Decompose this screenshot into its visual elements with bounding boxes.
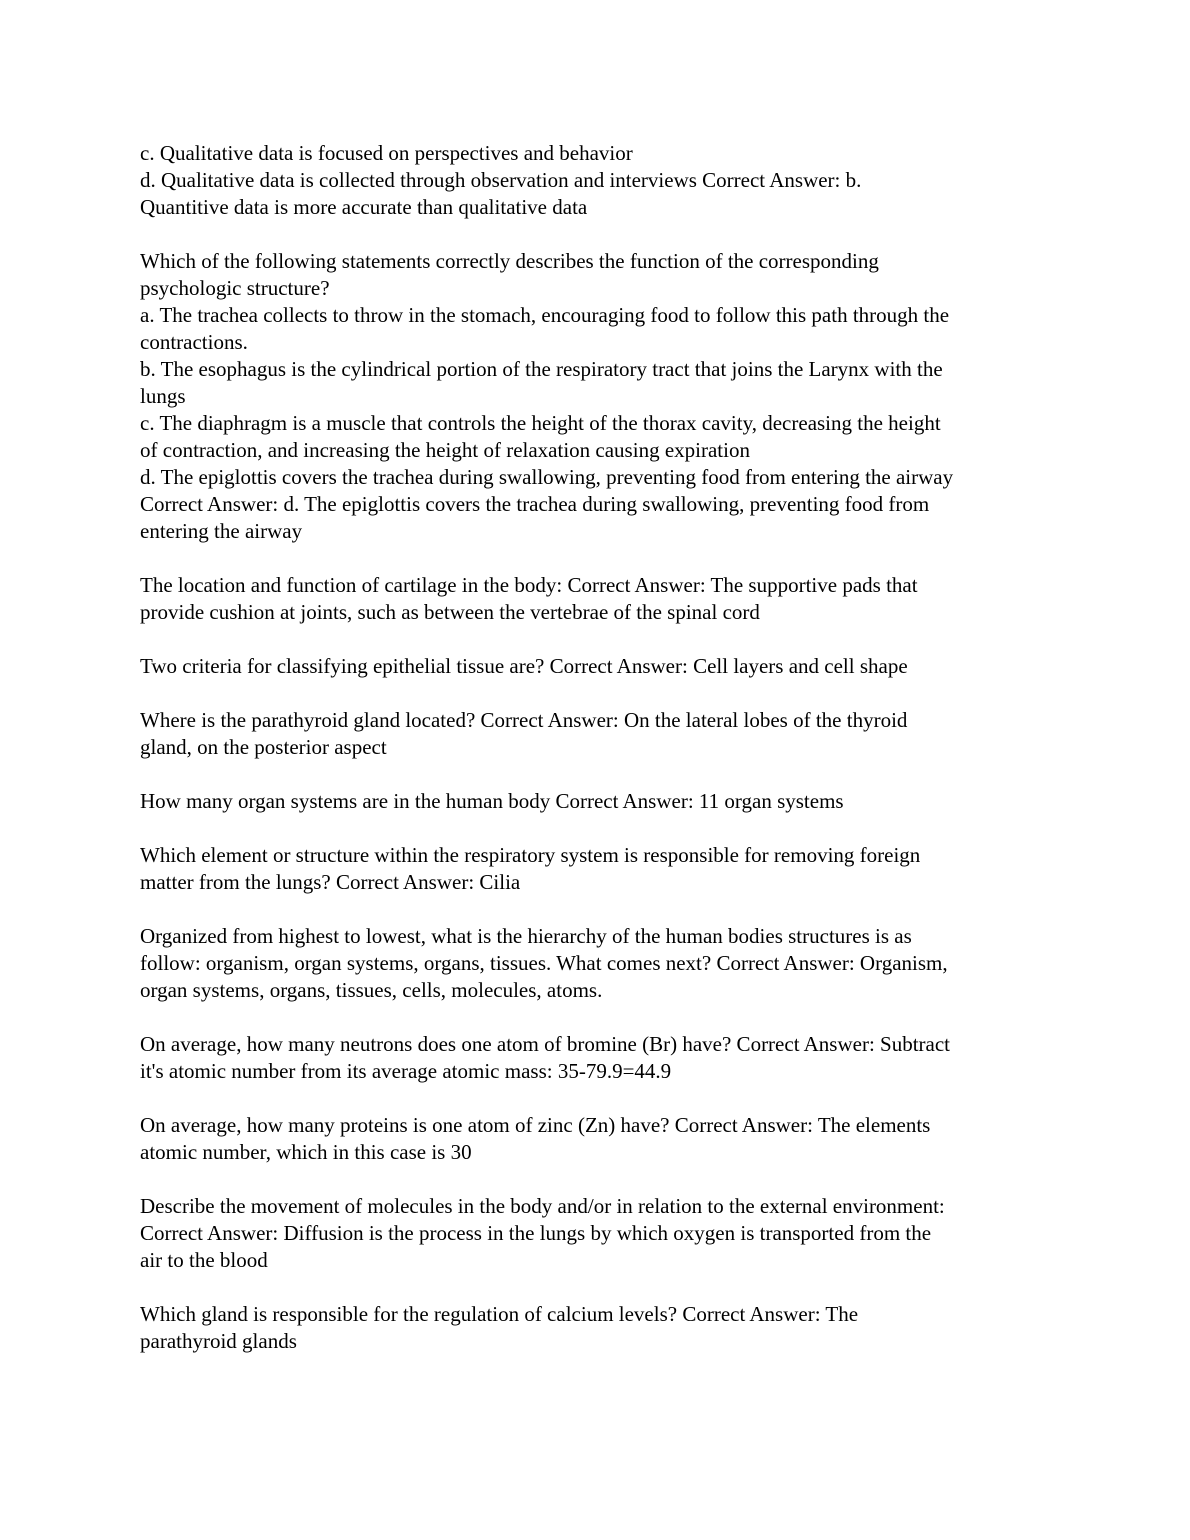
text-line: contractions. — [140, 330, 248, 354]
text-line: Quantitive data is more accurate than qualitative data — [140, 195, 588, 219]
qa-block-calcium — [140, 1301, 1060, 1355]
text-line: Where is the parathyroid gland located? Correct Answer: On the lateral lobes of the thyroid — [140, 708, 908, 732]
qa-block-bromine — [140, 1031, 1060, 1085]
text-line: The location and function of cartilage in the body: Correct Answer: The supportive pads that — [140, 573, 918, 597]
text-line: of contraction, and increasing the height of relaxation causing expiration — [140, 438, 750, 462]
text-line: follow: organism, organ systems, organs, tissues. What comes next? Correct Answer: Organism, — [140, 951, 948, 975]
text-line: Which of the following statements correctly describes the function of the corresponding — [140, 249, 879, 273]
qa-block-cartilage — [140, 572, 1060, 626]
text-line: c. Qualitative data is focused on perspectives and behavior — [140, 141, 633, 165]
text-line: d. The epiglottis covers the trachea during swallowing, preventing food from entering the airway — [140, 465, 954, 489]
text-line: Which gland is responsible for the regulation of calcium levels? Correct Answer: The — [140, 1302, 859, 1326]
qa-block-organ-systems — [140, 788, 1060, 815]
text-line: parathyroid glands — [140, 1329, 297, 1353]
text-line: air to the blood — [140, 1248, 268, 1272]
text-line: a. The trachea collects to throw in the stomach, encouraging food to follow this path through the — [140, 303, 950, 327]
text-line: How many organ systems are in the human body Correct Answer: 11 organ systems — [140, 789, 844, 813]
text-line: it's atomic number from its average atomic mass: 35-79.9=44.9 — [140, 1059, 672, 1083]
text-line: psychologic structure? — [140, 276, 330, 300]
document-body — [140, 140, 1060, 1382]
text-line: b. The esophagus is the cylindrical portion of the respiratory tract that joins the Larynx with the — [140, 357, 943, 381]
qa-block-mc-continuation — [140, 140, 1060, 221]
qa-block-zinc — [140, 1112, 1060, 1166]
text-line: On average, how many proteins is one atom of zinc (Zn) have? Correct Answer: The elements — [140, 1113, 931, 1137]
text-line: Correct Answer: d. The epiglottis covers the trachea during swallowing, preventing food from — [140, 492, 930, 516]
text-line: provide cushion at joints, such as between the vertebrae of the spinal cord — [140, 600, 760, 624]
qa-block-cilia — [140, 842, 1060, 896]
text-line: atomic number, which in this case is 30 — [140, 1140, 472, 1164]
qa-block-epithelial — [140, 653, 1060, 680]
text-line: gland, on the posterior aspect — [140, 735, 387, 759]
qa-block-psychologic-structure — [140, 248, 1060, 545]
text-line: On average, how many neutrons does one atom of bromine (Br) have? Correct Answer: Subtract — [140, 1032, 951, 1056]
text-line: c. The diaphragm is a muscle that controls the height of the thorax cavity, decreasing the height — [140, 411, 941, 435]
text-line: entering the airway — [140, 519, 303, 543]
text-line: lungs — [140, 384, 186, 408]
text-line: Organized from highest to lowest, what is the hierarchy of the human bodies structures is as — [140, 924, 912, 948]
text-line: d. Qualitative data is collected through observation and interviews Correct Answer: b. — [140, 168, 862, 192]
text-line: matter from the lungs? Correct Answer: Cilia — [140, 870, 521, 894]
text-line: Which element or structure within the respiratory system is responsible for removing foreign — [140, 843, 921, 867]
text-line: Correct Answer: Diffusion is the process in the lungs by which oxygen is transported from the — [140, 1221, 932, 1245]
text-line: organ systems, organs, tissues, cells, molecules, atoms. — [140, 978, 603, 1002]
text-line: Describe the movement of molecules in the body and/or in relation to the external environment: — [140, 1194, 945, 1218]
qa-block-hierarchy — [140, 923, 1060, 1004]
qa-block-parathyroid-location — [140, 707, 1060, 761]
qa-block-diffusion — [140, 1193, 1060, 1274]
text-line: Two criteria for classifying epithelial tissue are? Correct Answer: Cell layers and cell shape — [140, 654, 908, 678]
